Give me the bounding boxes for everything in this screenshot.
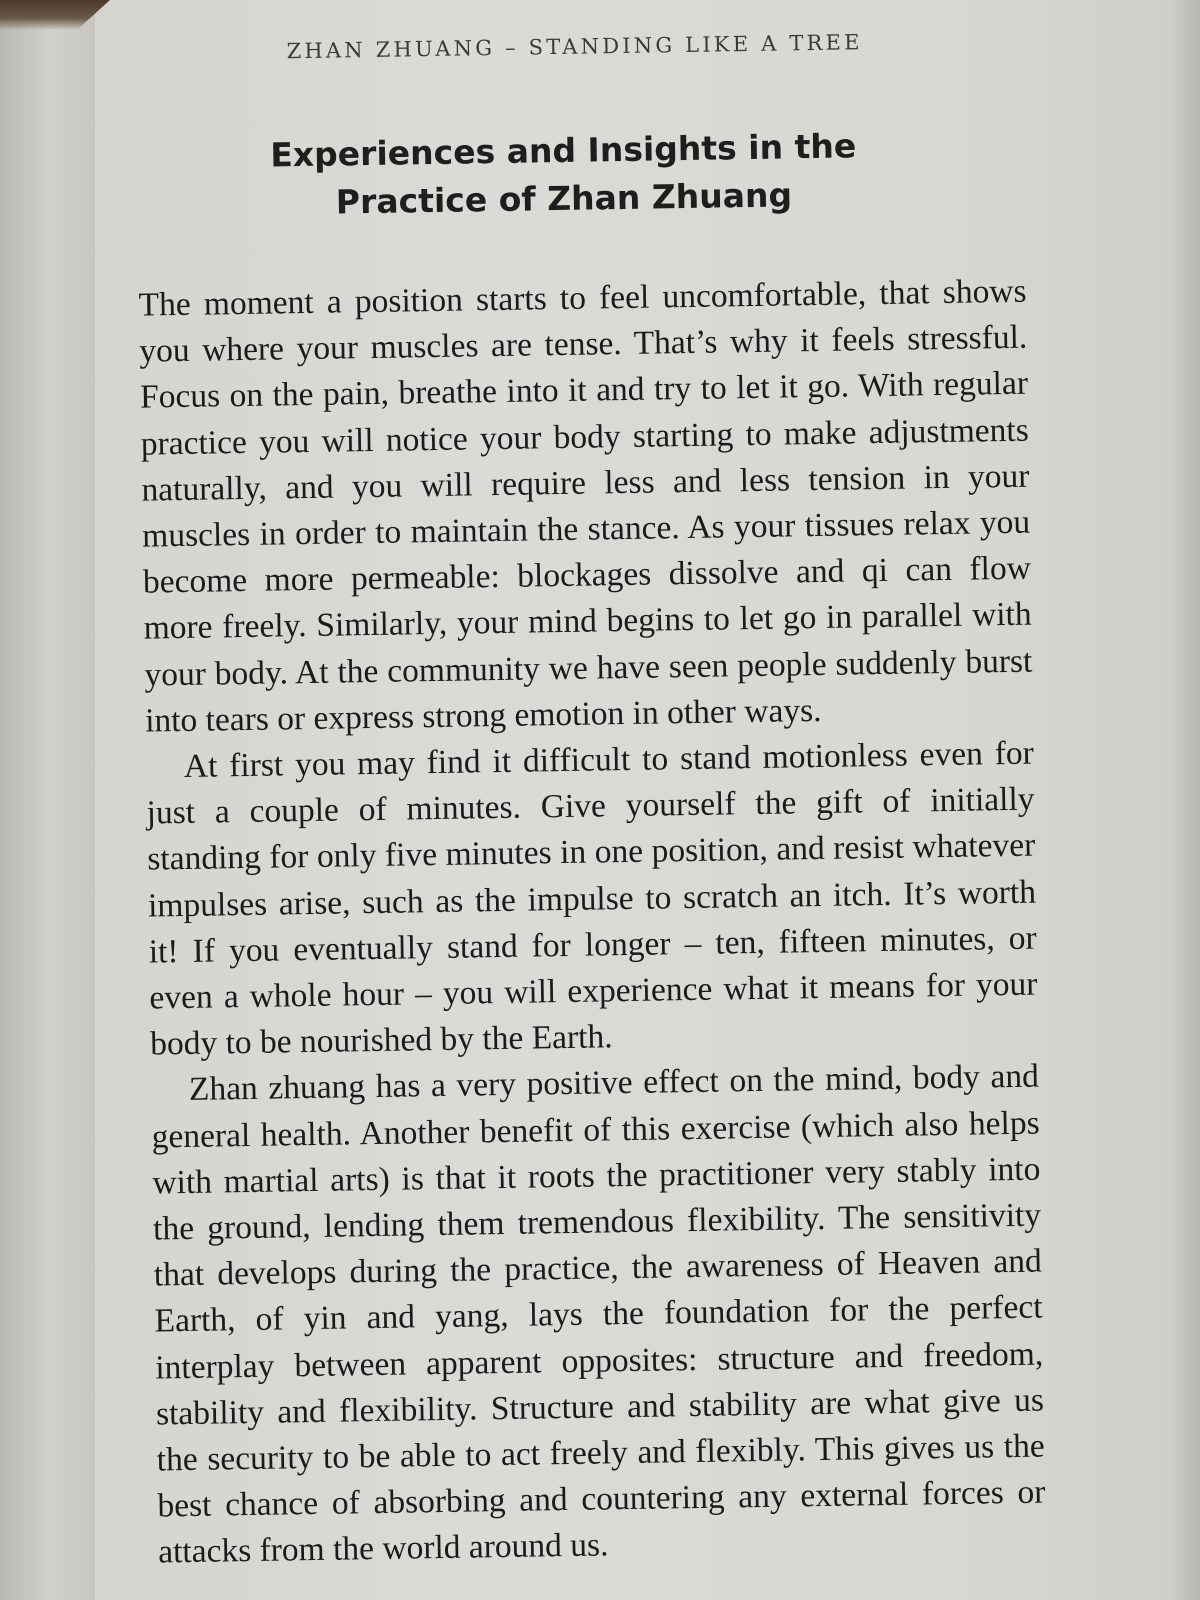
paragraph-2: At first you may find it difficult to stand motionless even for just a couple of minutes. Give yourself the gift of initially standing for only five minutes in one position, and resist whatever impulses arise, such as the impulse to scratch an itch. It’s worth it! If you eventually stand for longer – ten, fifteen minutes, or even a whole hour – you will experience what it means for your body to be nourished by the Earth. (146, 734, 1038, 1063)
running-head: ZHAN ZHUANG – STANDING LIKE A TREE (286, 30, 863, 64)
chapter-title (88, 119, 1039, 230)
paragraph-3: Zhan zhuang has a very positive effect on the mind, body and general health. Another benefit of this exercise (which also helps with martial arts) is that it roots the practitioner very stably into the ground, lending them tremendous flexibility. The sensitivity that develops during the practice, the awareness of Heaven and Earth, of yin and yang, lays the foundation for the perfect interplay between apparent opposites: structure and freedom, stability and flexibility. Structure and stability are what give us the security to be able to act freely and flexibly. This gives us the best chance of absorbing and countering any external forces or attacks from the world around us. (151, 1058, 1046, 1571)
chapter-title-line-1: Experiences and Insights in the (270, 126, 857, 175)
book-page (86, 12, 1170, 1588)
book-gutter (0, 0, 95, 1600)
page-edge (1172, 0, 1200, 1600)
chapter-title-line-2: Practice of Zhan Zhuang (335, 175, 793, 222)
body-text (138, 269, 1046, 1576)
paragraph-1: The moment a position starts to feel uncomfortable, that shows you where your muscles are tense. That’s why it feels stressful. Focus on the pain, breathe into it and try to let it go. With regular practice you will notice your body starting to make adjustments naturally, and you will require less and less tension in your muscles in order to maintain the stance. As your tissues relax you become more permeable: blockages dissolve and qi can flow more freely. Similarly, your mind begins to let go in parallel with your body. At the community we have seen people suddenly burst into tears or express strong emotion in other ways. (138, 272, 1033, 740)
